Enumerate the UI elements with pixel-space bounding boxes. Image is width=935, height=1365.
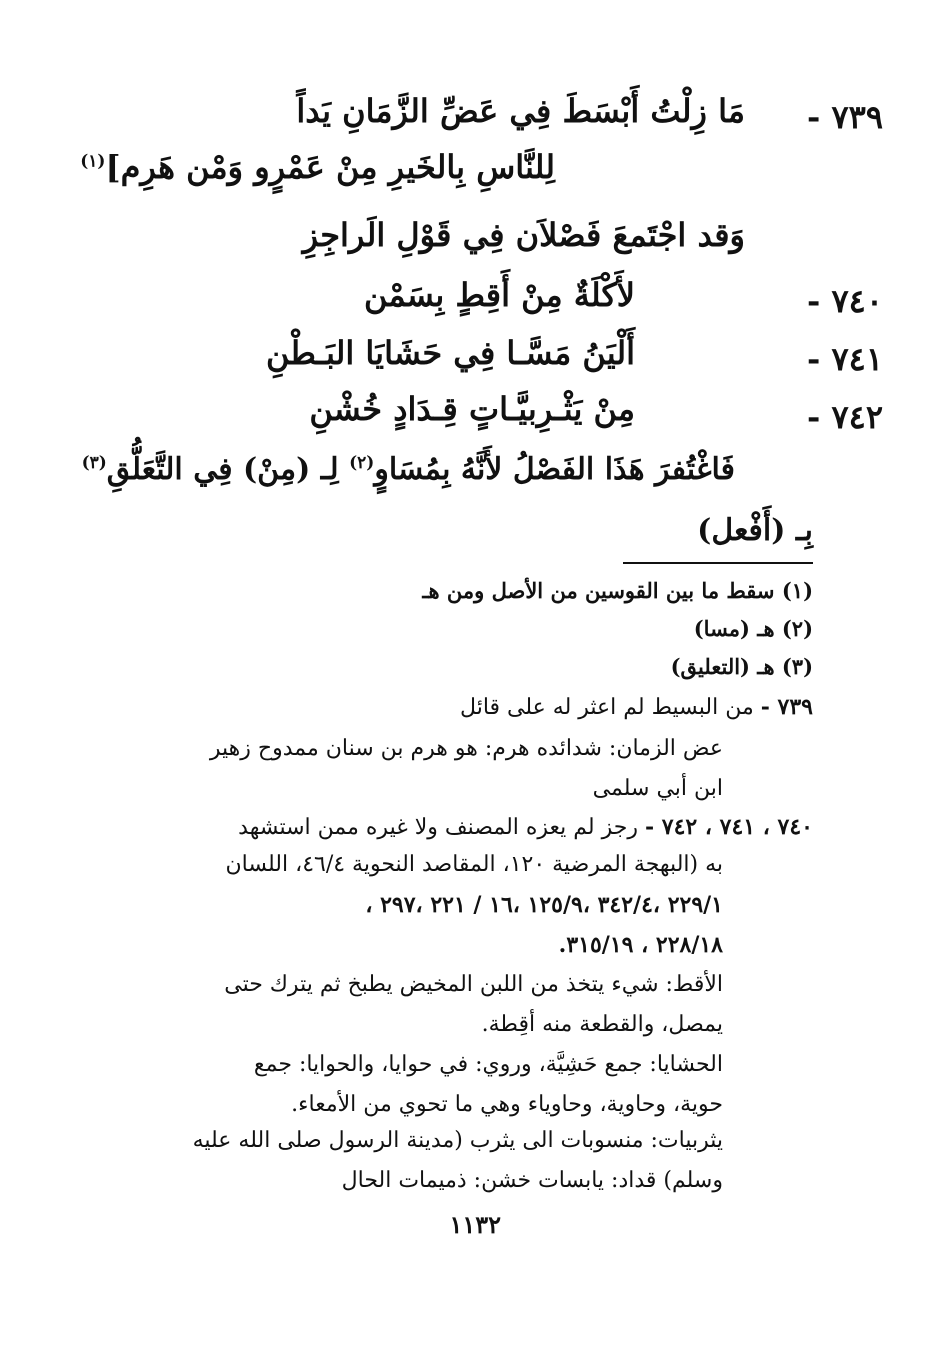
note-740-line-3: ٢٢٩/١ ،٣٤٢/٤ ،١٢٥/٩ ،١٦ / ٢٢١ ،٢٩٧ ، — [365, 892, 723, 918]
page-number: ١١٣٢ — [449, 1210, 501, 1239]
note-739-number: ٧٣٩ - — [760, 694, 813, 720]
note-yathrib-line-1: يثربيات: منسوبات الى يثرب (مدينة الرسول صلى الله عليه — [192, 1128, 723, 1153]
verse-739-line-2 — [80, 148, 555, 186]
note-739-line-3: ابن أبي سلمى — [592, 776, 723, 801]
note-740 — [238, 814, 813, 840]
verse-number-740: ٧٤٠ - — [807, 282, 883, 320]
note-740-line-2: به (البهجة المرضية ١٢٠، المقاصد النحوية ٤٦/٤، اللسان — [225, 852, 723, 877]
prose-line-2: بِـ (أَفْعل) — [697, 513, 813, 548]
footnote-3: (٣) هـ (التعليق) — [670, 654, 813, 679]
verse-740: لأَكْلَةٌ مِنْ أَقِطٍ بِسَمْن — [363, 276, 635, 314]
prose-line-1-part-a: فَاغْتُفرَ هَذَا الفَصْلُ لأَنَّهُ بِمُسَاوٍ — [374, 452, 735, 487]
note-hashaya-line-2: حوية، وحاوية، وحاوياء وهي ما تحوي من الأمعاء. — [291, 1092, 723, 1117]
note-740-text: رجز لم يعزه المصنف ولا غيره ممن استشهد — [238, 815, 638, 840]
note-hashaya-line-1: الحشايا: جمع حَشِيَّة، وروي: في حوايا، والحوايا: جمع — [253, 1052, 723, 1077]
verse-number-741: ٧٤١ - — [807, 340, 883, 378]
verse-739-line-2-text: لِلنَّاسِ بِالخَيرِ مِنْ عَمْرٍو وَمْن هَرِم] — [105, 148, 555, 186]
note-739-line-2: عض الزمان: شدائده هرم: هو هرم بن سنان ممدوح زهير — [209, 736, 723, 761]
note-739-text: من البسيط لم اعثر له على قائل — [460, 695, 754, 720]
prose-line-1-part-b: لِـ (مِنْ) فِي التَّعَلُّقِ — [106, 452, 350, 487]
footnote-ref-3[interactable]: (٣) — [81, 453, 107, 473]
footnote-2: (٢) هـ (مسا) — [693, 616, 813, 641]
note-739 — [460, 694, 813, 720]
verse-742: مِنْ يَثْـرِبيَّـاتٍ قِـدَادٍ خُشْنِ — [309, 390, 635, 428]
footnote-ref-1[interactable]: (١) — [80, 151, 106, 172]
note-yathrib-line-2: وسلم) قداد: يابسات خشن: ذميمات الحال — [341, 1168, 723, 1193]
verse-739-line-1: مَا زِلْتُ أَبْسَطَ فِي عَضِّ الزَّمَانِ يَداً — [296, 92, 745, 130]
note-740-number: ٧٤٠ ، ٧٤١ ، ٧٤٢ - — [645, 814, 813, 840]
footnote-1: (١) سقط ما بين القوسين من الأصل ومن هـ — [422, 578, 813, 603]
footnote-ref-2[interactable]: (٢) — [349, 453, 375, 473]
note-aqit-line-1: الأقط: شيء يتخذ من اللبن المخيض يطبخ ثم يترك حتى — [224, 972, 723, 997]
verse-number-739: ٧٣٩ - — [807, 98, 883, 136]
note-740-line-4: ٢٢٨/١٨ ، ٣١٥/١٩. — [558, 932, 723, 958]
prose-line-1 — [82, 452, 735, 487]
verse-intro: وَقد اجْتَمعَ فَصْلاَن فِي قَوْلِ الَراجِزِ — [302, 216, 745, 254]
footnote-divider — [623, 562, 813, 564]
note-aqit-line-2: يمصل، والقطعة منه أقِطة. — [481, 1012, 723, 1037]
verse-number-742: ٧٤٢ - — [807, 398, 883, 436]
verse-741: أَلْيَنُ مَسَّـا فِي حَشَايَا البَـطْنِ — [265, 334, 635, 372]
